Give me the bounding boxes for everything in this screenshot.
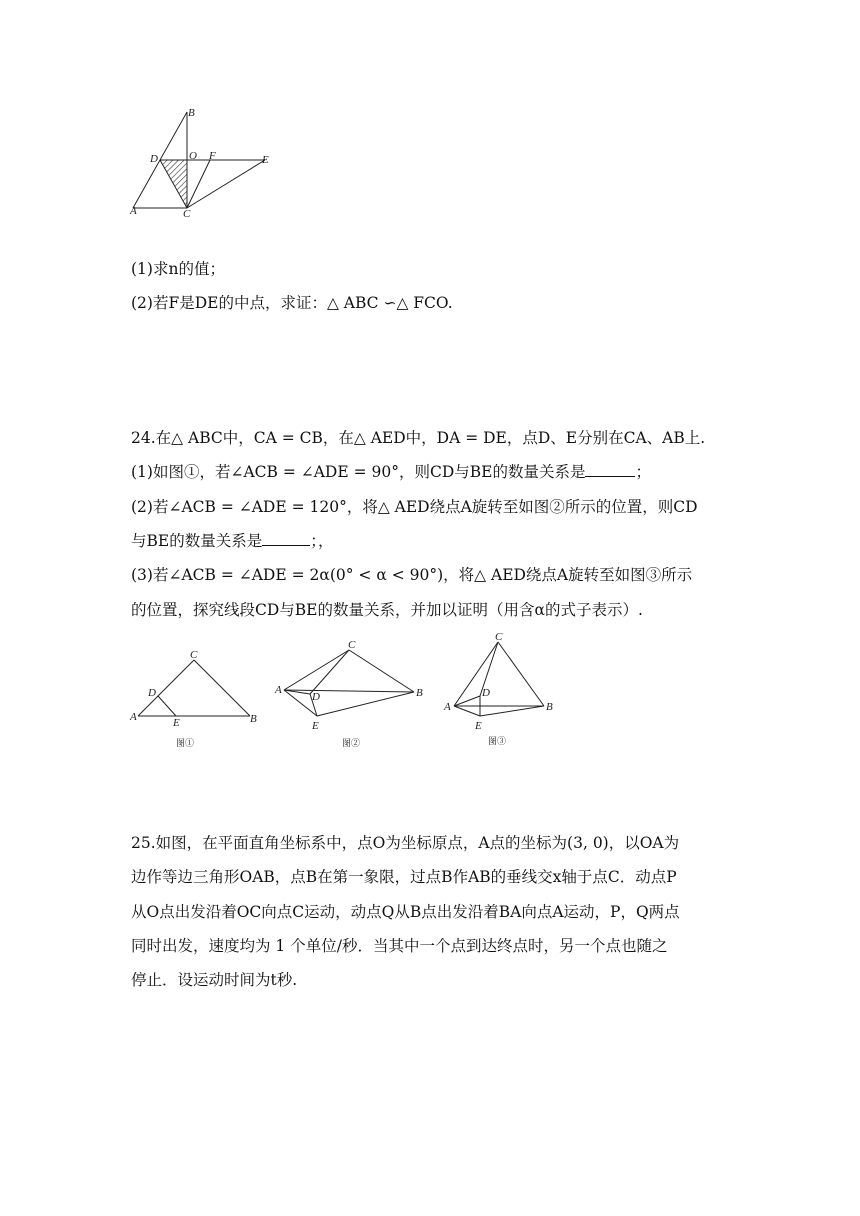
fig3-label-B: B (546, 701, 553, 713)
fig2-label-C: C (348, 639, 356, 651)
q23-part2: (2)若F是DE的中点，求证：△ ABC ∽△ FCO. (131, 294, 453, 312)
q25-line3: 从O点出发沿着OC向点C运动，动点Q从B点出发沿着BA向点A运动，P，Q两点 (131, 903, 680, 921)
q24-line3: (2)若∠ACB = ∠ADE = 120°，将△ AED绕点A旋转至如图②所示的位置，则CD (131, 498, 698, 516)
fig2-label-B: B (416, 687, 423, 699)
figure-parallelogram (125, 100, 285, 225)
q25-line1: 25.如图，在平面直角坐标系中，点O为坐标原点，A点的坐标为(3, 0)，以OA为 (131, 834, 680, 852)
q25-line2: 边作等边三角形OAB，点B在第一象限，过点B作AB的垂线交x轴于点C．动点P (131, 868, 677, 886)
fig1-label-C: C (190, 649, 198, 661)
figure-1-svg (128, 648, 268, 753)
label-O: O (189, 150, 197, 162)
fig2-label-A: A (275, 684, 282, 696)
fig2-label-E: E (312, 720, 319, 732)
q23-part1: (1)求n的值； (131, 260, 225, 278)
fig2-label-D: D (312, 691, 320, 703)
q24-line2-end: ； (635, 463, 651, 481)
answer-blank-1[interactable] (585, 462, 635, 477)
answer-blank-2[interactable] (262, 531, 310, 546)
fig2-caption: 图② (342, 738, 361, 748)
figure-2 (272, 636, 437, 753)
fig3-label-C: C (495, 631, 503, 643)
q24-line5: (3)若∠ACB = ∠ADE = 2α(0° < α < 90°)，将△ AED绕点A旋转至如图③所示 (131, 566, 693, 584)
fig1-caption: 图① (176, 738, 195, 748)
fig1-label-D: D (148, 687, 156, 699)
figure-3-svg (440, 628, 565, 753)
q24-line4-text: 与BE的数量关系是 (131, 532, 263, 550)
q24-line2 (131, 462, 651, 482)
label-A: A (130, 205, 137, 217)
fig1-label-E: E (173, 717, 180, 729)
q24-line6: 的位置，探究线段CD与BE的数量关系，并加以证明（用含α的式子表示）. (131, 601, 643, 619)
label-C: C (183, 208, 191, 220)
label-F: F (209, 150, 216, 162)
fig3-label-D: D (482, 687, 490, 699)
q24-line4-end: ；， (310, 532, 334, 550)
q25-line5: 停止．设运动时间为t秒. (131, 971, 298, 989)
fig3-label-A: A (444, 701, 451, 713)
q24-line2-text: (1)如图①，若∠ACB = ∠ADE = 90°，则CD与BE的数量关系是 (131, 463, 586, 481)
fig3-caption: 图③ (488, 736, 507, 746)
label-B: B (188, 107, 195, 119)
figure-1 (128, 648, 268, 753)
fig1-label-B: B (250, 713, 257, 725)
label-D: D (150, 153, 158, 165)
fig1-label-A: A (130, 711, 137, 723)
figure-3 (440, 628, 565, 753)
q25-line4: 同时出发，速度均为 1 个单位/秒．当其中一个点到达终点时，另一个点也随之 (131, 937, 668, 955)
figure-parallelogram-svg (125, 100, 285, 225)
fig3-label-E: E (475, 720, 482, 732)
q24-line1: 24.在△ ABC中，CA = CB，在△ AED中，DA = DE，点D、E分别在CA、AB上. (131, 429, 706, 447)
q24-line4 (131, 531, 333, 551)
figure-2-svg (272, 636, 437, 753)
label-E: E (262, 154, 269, 166)
